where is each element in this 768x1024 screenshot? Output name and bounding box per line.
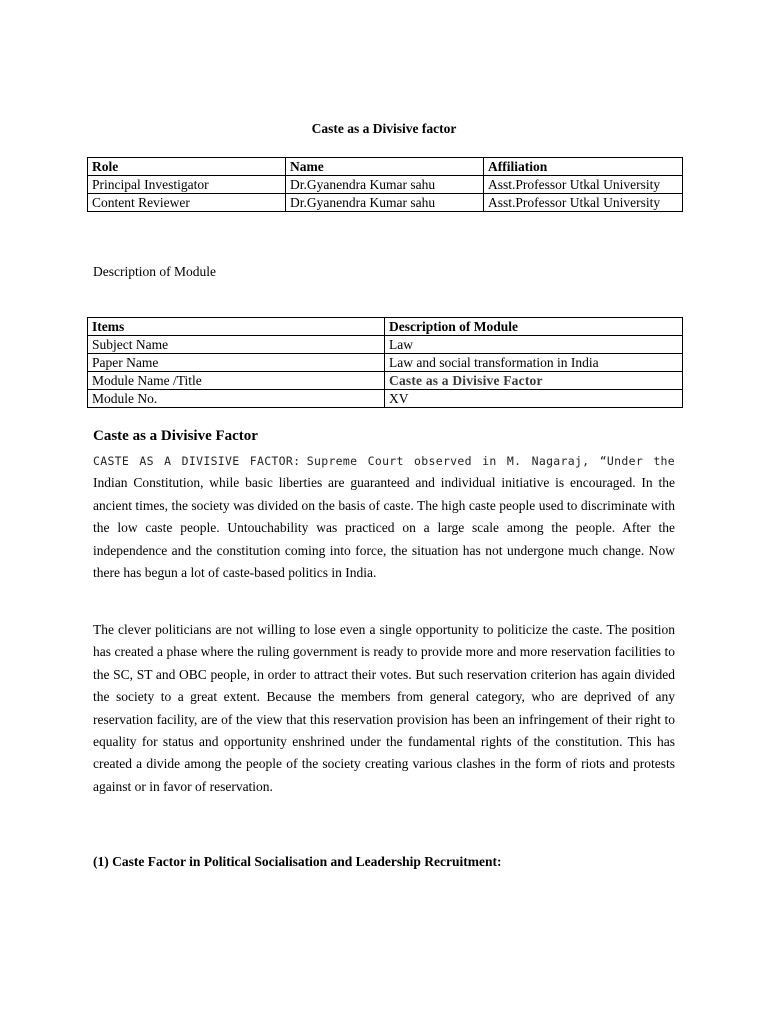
module-table [87,317,683,408]
affiliation-cell: Asst.Professor Utkal University [484,194,683,212]
table-row [88,372,683,390]
value-cell: Law and social transformation in India [385,354,683,372]
body-paragraph: The clever politicians are not willing to lose even a single opportunity to politicize the caste. The position has created a phase where the ruling government is ready to provide more and more reservation facilities to the SC, ST and OBC people, in order to attract their votes. But such reservation criterion has again divided the society to a great extent. Because the members from general category, who are deprived of any reservation facility, are of the view that this reservation provision has been an infringement of their right to equality for status and opportunity enshrined under the fundamental rights of the constitution. This has created a divide among the people of the society creating various clashes in the form of riots and protests against or in favor of reservation. [93,622,675,794]
header-role: Role [88,158,286,176]
table-row [88,176,683,194]
document-title: Caste as a Divisive factor [311,121,457,136]
header-items: Items [88,318,385,336]
table-row [88,354,683,372]
roles-table [87,157,683,212]
role-cell: Principal Investigator [88,176,286,194]
name-cell: Dr.Gyanendra Kumar sahu [286,176,484,194]
subheading: (1) Caste Factor in Political Socialisation and Leadership Recruitment: [93,854,502,869]
header-description: Description of Module [385,318,683,336]
table-row [88,336,683,354]
affiliation-cell: Asst.Professor Utkal University [484,176,683,194]
item-cell: Subject Name [88,336,385,354]
table-header-row [88,158,683,176]
value-cell: Law [385,336,683,354]
value-cell: Caste as a Divisive Factor [385,372,683,390]
item-cell: Module No. [88,390,385,408]
paragraph-lead-continuation: Supreme Court observed in M. Nagaraj, “Under the [306,454,676,468]
name-cell: Dr.Gyanendra Kumar sahu [286,194,484,212]
role-cell: Content Reviewer [88,194,286,212]
table-row [88,390,683,408]
item-cell: Module Name /Title [88,372,385,390]
table-row [88,194,683,212]
header-affiliation: Affiliation [484,158,683,176]
header-name: Name [286,158,484,176]
value-cell: XV [385,390,683,408]
description-of-module-label: Description of Module [93,264,216,279]
paragraph-lead: CASTE AS A DIVISIVE FACTOR: [93,454,301,468]
table-header-row [88,318,683,336]
paragraph-text: Indian Constitution, while basic liberties are guaranteed and individual initiative is encouraged. In the ancient times, the society was divided on the basis of caste. The high caste people used to discriminate with the low caste people. Untouchability was practiced on a large scale among the people. After the independence and the constitution coming into force, the situation has not undergone much change. Now there has begun a lot of caste-based politics in India. [93,475,675,581]
item-cell: Paper Name [88,354,385,372]
section-heading: Caste as a Divisive Factor [93,428,258,444]
body-paragraph [93,450,675,584]
